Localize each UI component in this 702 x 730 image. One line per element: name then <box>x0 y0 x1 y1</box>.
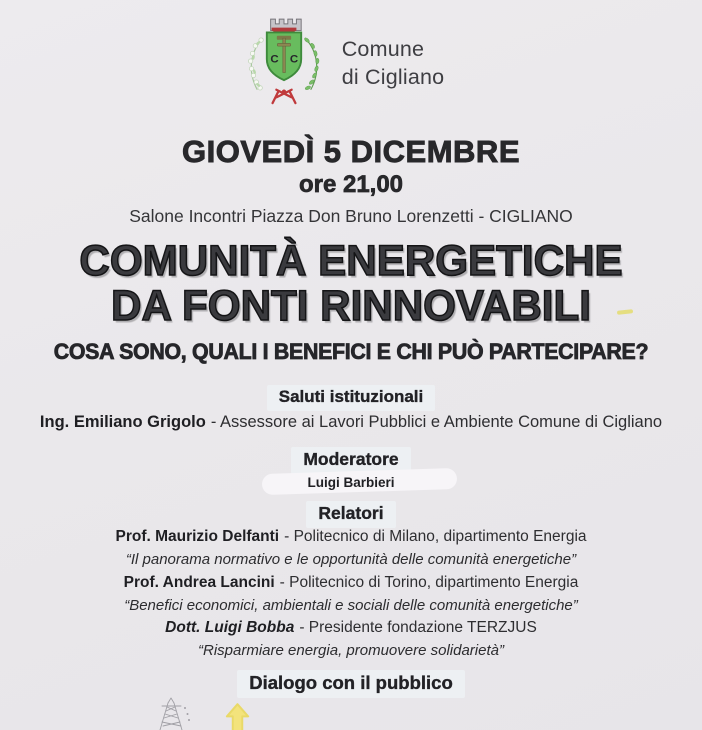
event-title <box>7 239 695 328</box>
section-saluti <box>0 385 702 411</box>
greetings-speaker <box>0 413 702 432</box>
event-venue: Salone Incontri Piazza Don Bruno Lorenzetti - CIGLIANO <box>129 206 573 226</box>
section-moderatore <box>0 447 702 474</box>
event-title-line1: COMUNITÀ ENERGETICHE <box>79 237 623 285</box>
section-heading-dialogo: Dialogo con il pubblico <box>237 670 465 698</box>
event-date: GIOVEDÌ 5 DICEMBRE <box>182 134 520 169</box>
speaker-name: Prof. Andrea Lancini <box>123 574 275 591</box>
event-title-line2: DA FONTI RINNOVABILI <box>111 281 591 330</box>
section-relatori <box>0 501 702 528</box>
section-heading-moderatore: Moderatore <box>291 447 410 474</box>
event-subtitle: COSA SONO, QUALI I BENEFICI E CHI PUÒ PARTECIPARE? <box>53 339 649 364</box>
section-dialogo <box>0 670 702 698</box>
speaker-row <box>0 619 702 637</box>
speaker-name: Dott. Luigi Bobba <box>165 619 295 636</box>
speaker-affiliation: - Politecnico di Milano, dipartimento Energia <box>284 528 587 545</box>
speaker-talk-title: “Benefici economici, ambientali e sociali delle comunità energetiche” <box>124 597 578 614</box>
svg-text:C: C <box>289 53 298 66</box>
up-arrow-icon <box>222 703 253 730</box>
speaker-row <box>0 528 702 546</box>
speaker-talk-title: “Il panorama normativo e le opportunità delle comunità energetiche” <box>125 551 577 568</box>
cigliano-crest-icon <box>242 12 326 114</box>
speaker-row <box>0 574 702 592</box>
speaker-affiliation: - Presidente fondazione TERZJUS <box>299 619 537 636</box>
speaker-talk-title: “Risparmiare energia, promuovere solidarietà” <box>198 642 504 659</box>
greetings-speaker-name: Ing. Emiliano Grigolo <box>39 413 206 431</box>
municipality-name <box>342 35 445 92</box>
municipality-name-line1: Comune <box>341 36 425 61</box>
section-heading-relatori: Relatori <box>306 501 395 528</box>
section-heading-saluti: Saluti istituzionali <box>267 385 436 411</box>
moderator-name: Luigi Barbieri <box>307 475 395 490</box>
event-time: ore 21,00 <box>298 171 404 198</box>
svg-text:C: C <box>270 53 279 66</box>
greetings-speaker-role: - Assessore ai Lavori Pubblici e Ambiente Comune di Cigliano <box>210 413 663 431</box>
municipality-name-line2: di Cigliano <box>341 65 445 89</box>
power-pylon-sketch-icon <box>150 697 200 730</box>
speaker-name: Prof. Maurizio Delfanti <box>115 528 280 545</box>
header <box>0 12 694 114</box>
speaker-affiliation: - Politecnico di Torino, dipartimento Energia <box>279 574 579 591</box>
